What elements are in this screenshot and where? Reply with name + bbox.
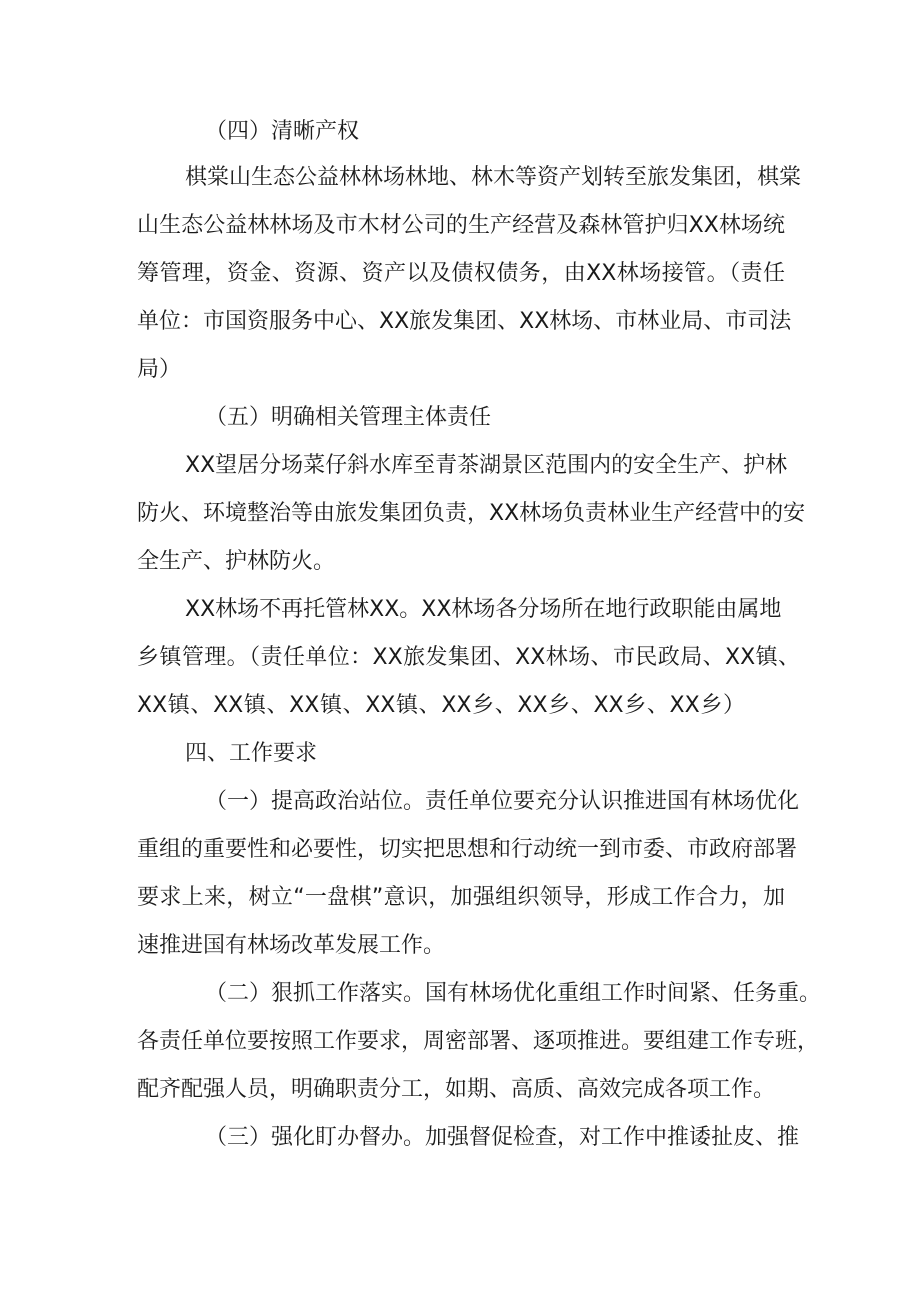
paragraph-line: XX镇、XX镇、XX镇、XX镇、XX乡、XX乡、XX乡、XX乡）: [137, 693, 745, 718]
paragraph-line: 单位：市国资服务中心、XX旅发集团、XX林场、市林业局、市司法: [137, 309, 792, 334]
paragraph-line: （三）强化盯办督办。加强督促检查，对工作中推诿扯皮、推: [205, 1125, 800, 1150]
paragraph-line: 全生产、护林防火。: [137, 549, 336, 574]
paragraph-line: 要求上来，树立“一盘棋”意识，加强组织领导，形成工作合力，加: [137, 885, 785, 910]
section-heading-5: （五）明确相关管理主体责任: [205, 405, 492, 430]
paragraph-line: 防火、环境整治等由旅发集团负责，XX林场负责林业生产经营中的安: [137, 501, 806, 526]
paragraph-line: 山生态公益林林场及市木材公司的生产经营及森林管护归XX林场统: [137, 213, 785, 238]
paragraph-line: 配齐配强人员，明确职责分工，如期、高质、高效完成各项工作。: [137, 1077, 776, 1102]
paragraph-line: 重组的重要性和必要性，切实把思想和行动统一到市委、市政府部署: [137, 837, 798, 862]
paragraph-line: 乡镇管理。（责任单位：XX旅发集团、XX林场、市民政局、XX镇、: [137, 645, 800, 670]
paragraph-line: XX林场不再托管林XX。XX林场各分场所在地行政职能由属地: [185, 597, 782, 622]
paragraph-line: 速推进国有林场改革发展工作。: [137, 933, 446, 958]
paragraph-line: XX望居分场菜仔斜水库至青茶湖景区范围内的安全生产、护林: [185, 453, 788, 478]
paragraph-line: （一）提高政治站位。责任单位要充分认识推进国有林场优化: [205, 789, 800, 814]
paragraph-line: （二）狠抓工作落实。国有林场优化重组工作时间紧、任务重。: [205, 981, 822, 1006]
section-heading-4: （四）清晰产权: [205, 119, 360, 144]
paragraph-line: 棋棠山生态公益林林场林地、林木等资产划转至旅发集团，棋棠: [185, 165, 802, 190]
paragraph-line: 筹管理，资金、资源、资产以及债权债务，由XX林场接管。（责任: [137, 261, 785, 286]
paragraph-line: 局）: [137, 357, 182, 382]
section-heading-work-requirements: 四、工作要求: [185, 741, 318, 766]
paragraph-line: 各责任单位要按照工作要求，周密部署、逐项推进。要组建工作专班，: [137, 1029, 820, 1054]
